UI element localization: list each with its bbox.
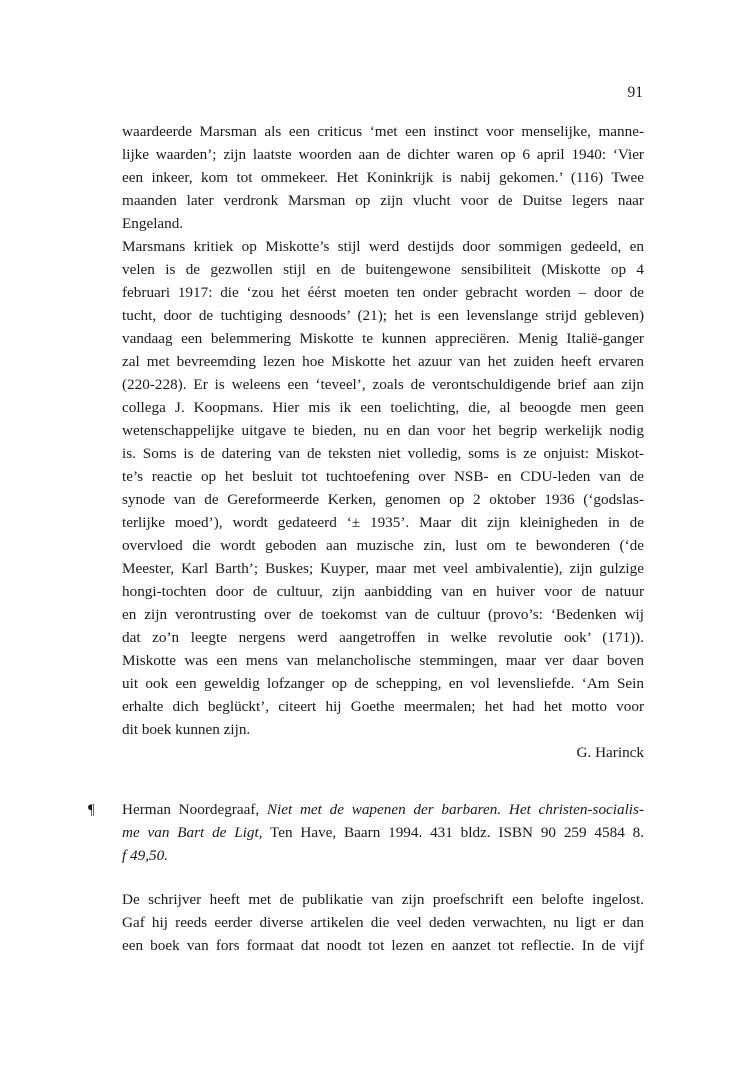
text-line: maanden later verdronk Marsman op zijn vlucht voor de Duitse legers naar bbox=[122, 192, 644, 209]
book-title: Niet met de wapenen der barbaren. Het christen-socialis- bbox=[266, 801, 644, 818]
biblio-line bbox=[122, 821, 644, 844]
text-line: Meester, Karl Barth’; Buskes; Kuyper, maar met veel ambivalentie), zijn gulzige bbox=[122, 560, 644, 577]
text-line: erhalte dich beglückt’, citeert hij Goethe meermalen; het had het motto voor bbox=[122, 698, 644, 715]
text-line: (220-228). Er is weleens een ‘teveel’, zoals de verontschuldigende brief aan zijn bbox=[122, 376, 644, 393]
review-body bbox=[122, 120, 644, 764]
text-line: is. Soms is de datering van de teksten niet volledig, soms is ze onjuist: Miskot- bbox=[122, 445, 644, 462]
book-author: Herman Noordegraaf, bbox=[122, 801, 267, 818]
text-line: collega J. Koopmans. Hier mis ik een toelichting, die, al beoogde men geen bbox=[122, 399, 644, 416]
text-line: waardeerde Marsman als een criticus ‘met een instinct voor menselijke, manne- bbox=[122, 123, 644, 140]
text-line: overvloed die wordt geboden aan muzische zin, lust om te bewonderen (‘de bbox=[122, 537, 644, 554]
text-line: zal met bevreemding lezen hoe Miskotte het azuur van het zuiden heeft ervaren bbox=[122, 353, 644, 370]
text-line: februari 1917: die ‘zou het éérst moeten ten onder gebracht worden – door de bbox=[122, 284, 644, 301]
pilcrow-icon: ¶ bbox=[88, 801, 95, 818]
bibliographic-entry bbox=[88, 798, 644, 867]
text-line: vandaag een belemmering Miskotte te kunnen appreciëren. Menig Italië-ganger bbox=[122, 330, 644, 347]
text-line: hongi-tochten door de cultuur, zijn aanbidding van en huiver voor de natuur bbox=[122, 583, 644, 600]
text-line: een inkeer, kom tot ommekeer. Het Koninkrijk is nabij gekomen.’ (116) Twee bbox=[122, 169, 644, 186]
biblio-line bbox=[122, 798, 644, 821]
text-line: een boek van fors formaat dat noodt tot lezen en aanzet tot reflectie. In de vijf bbox=[122, 937, 644, 954]
text-line: terlijke moed’), wordt gedateerd ‘± 1935’. Maar dit zijn kleinigheden in de bbox=[122, 514, 644, 531]
text-line: dit boek kunnen zijn. bbox=[122, 721, 251, 738]
text-line: Marsmans kritiek op Miskotte’s stijl werd destijds door sommigen gedeeld, en bbox=[122, 238, 644, 255]
text-line: te’s reactie op het besluit tot tuchtoefening over NSB- en CDU-leden van de bbox=[122, 468, 644, 485]
text-line: wetenschappelijke uitgave te bieden, nu en dan voor het begrip werkelijk nodig bbox=[122, 422, 644, 439]
text-line: en zijn verontrusting over de toekomst van de cultuur (provo’s: ‘Bedenken wij bbox=[122, 606, 644, 623]
text-line: synode van de Gereformeerde Kerken, genomen op 2 oktober 1936 (‘godslas- bbox=[122, 491, 644, 508]
text-line: lijke waarden’; zijn laatste woorden aan de dichter waren op 6 april 1940: ‘Vier bbox=[122, 146, 644, 163]
text-line: Miskotte was een mens van melancholische stemmingen, maar ver daar boven bbox=[122, 652, 644, 669]
review-body-second bbox=[122, 888, 644, 957]
text-line: Gaf hij reeds eerder diverse artikelen die veel deden verwachten, nu ligt er dan bbox=[122, 914, 644, 931]
text-line: velen is de gezwollen stijl en de buitengewone sensibiliteit (Miskotte op 4 bbox=[122, 261, 644, 278]
text-line: uit ook een geweldig lofzanger op de schepping, en vol levensliefde. ‘Am Sein bbox=[122, 675, 644, 692]
book-title-continued: me van Bart de Ligt bbox=[122, 824, 259, 841]
book-publication-details: , Ten Have, Baarn 1994. 431 bldz. ISBN 90 259 4584 8. bbox=[258, 824, 644, 841]
text-line: De schrijver heeft met de publikatie van zijn proefschrift een belofte ingelost. bbox=[122, 891, 644, 908]
text-line: tucht, door de tuchtiging desnoods’ (21); het is een levenslange strijd gebleven) bbox=[122, 307, 644, 324]
book-price: f 49,50. bbox=[122, 847, 168, 864]
reviewer-signature: G. Harinck bbox=[576, 744, 644, 761]
text-line: Engeland. bbox=[122, 215, 184, 232]
text-line: dat zo’n leegte nergens werd aangetroffen in welke revolutie ook’ (171)). bbox=[122, 629, 644, 646]
biblio-line bbox=[122, 844, 644, 867]
page-number: 91 bbox=[627, 84, 643, 101]
